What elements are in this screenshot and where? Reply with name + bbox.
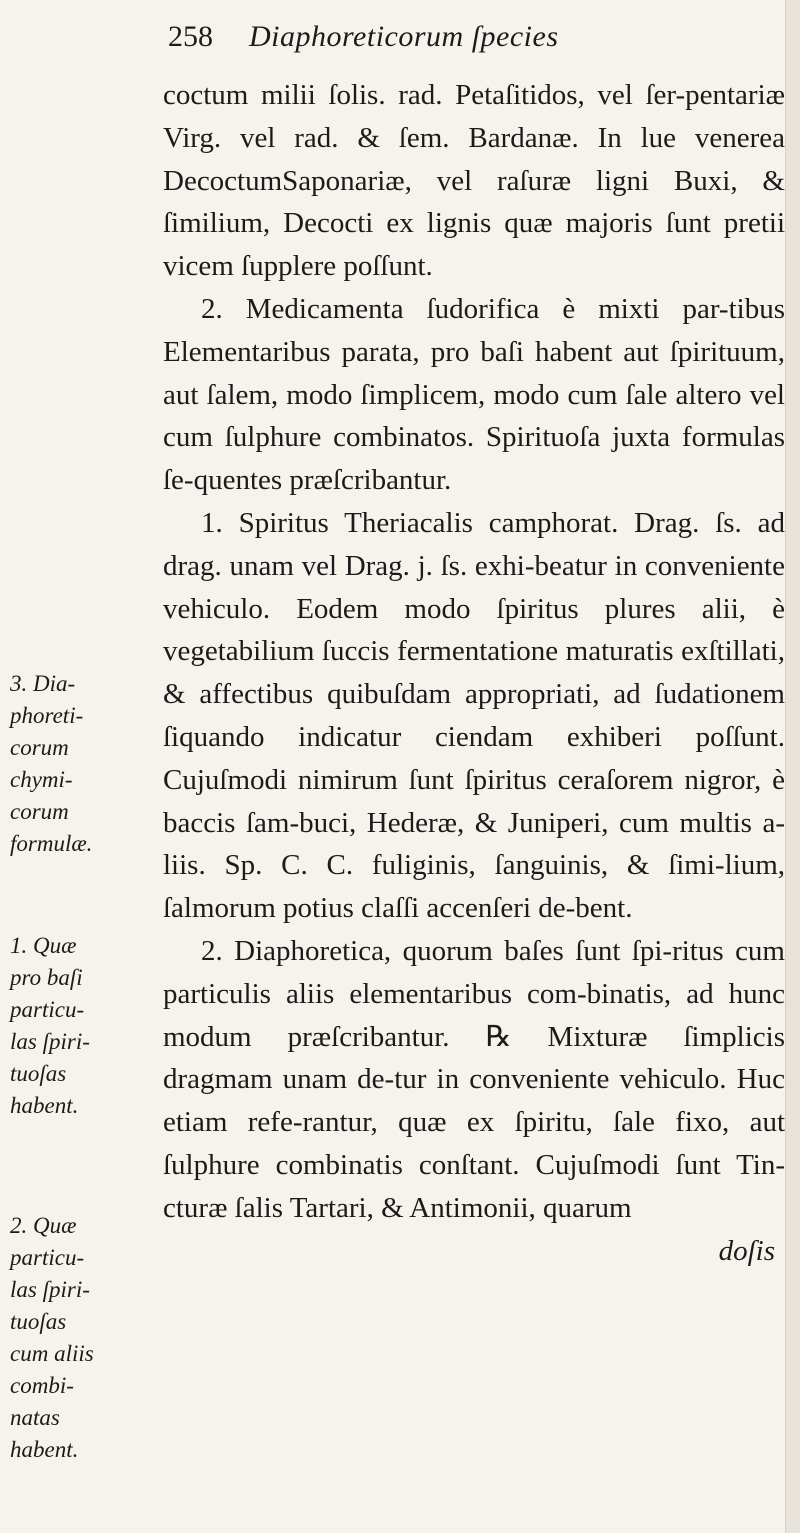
margin-note-line: las ſpiri- [10, 1029, 90, 1054]
margin-note-line: tuoſas [10, 1061, 67, 1086]
margin-note-combinata [10, 1210, 158, 1466]
margin-note-line: particu- [10, 1245, 85, 1270]
margin-note-spirituosa [10, 930, 158, 1122]
paragraph-diaphoretica: 2. Diaphoretica, quorum baſes ſunt ſpi-ritus cum particulis aliis elementaribus com-binatis, ad hunc modum præſcribantur. ℞ Mixturæ ſimplicis dragmam unam de-tur in conveniente vehiculo. Huc etiam refe-rantur, quæ ex ſpiritu, ſale fixo, aut ſulphure combinatis conſtant. Cujuſmodi ſunt Tin-cturæ ſalis Tartari, & Antimonii, quarum [163, 934, 785, 1224]
margin-note-line: pro baſi [10, 965, 83, 990]
margin-note-line: natas [10, 1405, 60, 1430]
paragraph-medicamenta-sudorifica: 2. Medicamenta ſudorifica è mixti par-tibus Elementaribus parata, pro baſi habent aut ſpirituum, aut ſalem, modo ſimplicem, modo cum ſale altero vel cum ſulphure combinatos. Spirituoſa juxta formulas ſe-quentes præſcribantur. [163, 292, 785, 497]
margin-note-line: 1. Quæ [10, 933, 77, 958]
margin-note-line: 3. Dia- [10, 671, 76, 696]
main-text [163, 74, 785, 1272]
margin-note-line: formulæ. [10, 831, 93, 856]
margin-note-line: phoreti- [10, 703, 84, 728]
margin-note-line: chymi- [10, 767, 73, 792]
margin-note-line: habent. [10, 1437, 79, 1462]
margin-note-line: combi- [10, 1373, 74, 1398]
page-header [168, 20, 760, 54]
page-edge [785, 0, 800, 1533]
catchword: doſis [718, 1234, 775, 1267]
margin-note-chymicorum-formulae [10, 668, 158, 860]
margin-note-line: 2. Quæ [10, 1213, 77, 1238]
paragraph-continuation: coctum milii ſolis. rad. Petaſitidos, vel ſer-pentariæ Virg. vel rad. & ſem. Bardanæ. In lue venerea DecoctumSaponariæ, vel raſuræ ligni Buxi, & ſimilium, Decocti ex lignis quæ majoris ſunt pretii vicem ſupplere poſſunt. [163, 79, 785, 283]
paragraph-spiritus-theriacalis: 1. Spiritus Theriacalis camphorat. Drag. ſs. ad drag. unam vel Drag. j. ſs. exhi-beatur in conveniente vehiculo. Eodem modo ſpiritus plures alii, è vegetabilium ſuccis fermentatione maturatis exſtillati, & affectibus quibuſdam appropriati, ad ſudationem ſiquando indicatur ciendam exhiberi poſſunt. Cujuſmodi nimirum ſunt ſpiritus ceraſorem nigror, è baccis ſam-buci, Hederæ, & Juniperi, cum multis a-liis. Sp. C. C. fuliginis, ſanguinis, & ſimi-lium, ſalmorum potius claſſi accenſeri de-bent. [163, 506, 785, 925]
margin-note-line: cum aliis [10, 1341, 94, 1366]
margin-note-line: habent. [10, 1093, 79, 1118]
margin-note-line: corum [10, 735, 69, 760]
margin-note-line: las ſpiri- [10, 1277, 90, 1302]
margin-note-line: tuoſas [10, 1309, 67, 1334]
running-title: Diaphoreticorum ſpecies [249, 20, 559, 53]
margin-note-line: corum [10, 799, 69, 824]
margin-note-line: particu- [10, 997, 85, 1022]
page-number: 258 [168, 20, 213, 53]
